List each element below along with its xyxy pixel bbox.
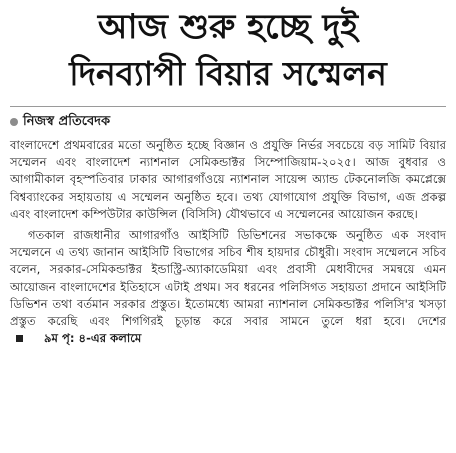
article-body	[10, 137, 446, 348]
bullet-icon	[10, 118, 18, 126]
headline	[10, 4, 446, 98]
byline-text: নিজস্ব প্রতিবেদক	[23, 113, 111, 129]
byline	[10, 113, 446, 131]
continued-jump	[16, 330, 141, 347]
paragraph-2-text: গতকাল রাজধানীর আগারগাঁও আইসিটি ডিভিশনের সভাকক্ষে অনুষ্ঠিত এক সংবাদ সম্মেলনে এ তথ্য জানান আইসিটি বিভাগের সচিব শীষ হায়দার চৌধুরী। সংবাদ সম্মেলনে সচিব বলেন, সরকার-সেমিকন্ডাক্টর ইন্ডাস্ট্রি-অ্যাকাডেমিয়া এবং প্রবাসী মেধাবীদের সমন্বয়ে এমন আয়োজন বাংলাদেশের ইতিহাসে এটাই প্রথম। সব ধরনের পলিসিগত সহায়তা প্রদানে আইসিটি ডিভিশন তথা বর্তমান সরকার প্রস্তুত। ইতোমধ্যে আমরা ন্যাশনাল সেমিকন্ডাক্টর পলিসি'র খসড়া প্রস্তুত করেছি এবং শিগগিরই চূড়ান্ত করে সবার সামনে তুলে ধরা হবে। দেশের	[10, 228, 446, 329]
paragraph-2	[10, 227, 446, 348]
headline-line-1: আজ শুরু হচ্ছে দুই	[97, 7, 359, 47]
headline-line-2: দিনব্যাপী বিয়ার সম্মেলন	[69, 54, 387, 93]
continued-text: ৯ম পৃ: ৪-এর কলামে	[44, 331, 142, 346]
paragraph-1: বাংলাদেশে প্রথমবারের মতো অনুষ্ঠিত হচ্ছে বিজ্ঞান ও প্রযুক্তি নির্ভর সবচেয়ে বড় সামিট বিয়ার সম্মেলন এবং বাংলাদেশ ন্যাশনাল সেমিকন্ডাক্টর সিম্পোজিয়াম-২০২৫। আজ বুধবার ও আগামীকাল বৃহস্পতিবার ঢাকার আগারগাঁওয়ে ন্যাশনাল সায়েন্স অ্যান্ড টেকনোলজি কমপ্লেক্সে বিশ্বব্যাংকের সহায়তায় এ সম্মেলন অনুষ্ঠিত হবে। তথ্য যোগাযোগ প্রযুক্তি বিভাগ, এজ প্রকল্প এবং বাংলাদেশ কম্পিউটার কাউন্সিল (বিসিসি) যৌথভাবে এ সম্মেলনের আয়োজন করছে।	[10, 138, 446, 221]
divider	[10, 106, 446, 107]
square-icon	[16, 335, 23, 342]
